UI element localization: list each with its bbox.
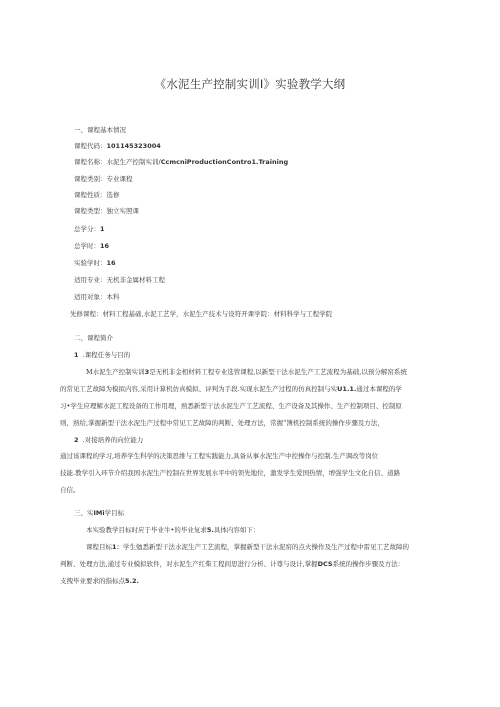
document-title: 《水泥生产控制实训Ⅰ》实验教学大纲 bbox=[154, 77, 346, 91]
para-4-line-2-c: 系统的操作步骤及方法： bbox=[332, 560, 405, 568]
para-2-line-2: 技能.教学引入环节介绍我国水泥生产控制在世界发展水平中的领先地位，激发学生爱国热情，增强学生文化自信、道路 bbox=[60, 469, 401, 477]
section-2-heading: 二、课程简介 bbox=[74, 334, 113, 342]
para-1-line-2-a: 的常见工艺故障为模拟内容,采用计算机仿真模拟、评判为手段.实现水泥生产过程的仿真控制与实 bbox=[60, 385, 338, 393]
course-code bbox=[74, 142, 161, 150]
total-hours-value: 16 bbox=[100, 242, 110, 250]
para-3-line-1-c: 具体内容如下： bbox=[213, 526, 260, 534]
applicable-audience: 适用对象：本科 bbox=[74, 293, 120, 301]
para-1-line-2 bbox=[60, 385, 402, 393]
course-name-en: CcmcniProductionContro1.Training bbox=[160, 158, 289, 166]
course-category: 课程类别：专业课程 bbox=[74, 175, 133, 183]
course-name-label: 课程名称：水泥生产控制实训/ bbox=[74, 158, 161, 166]
total-credits bbox=[74, 225, 105, 233]
para-1-line-1-c: 是无机非金相材料工程专业选管课程,以新型干法水泥生产工艺流程为基础,以预分解窑系统 bbox=[149, 368, 407, 376]
course-type: 课程类型：独立实照课 bbox=[74, 207, 139, 215]
course-nature: 课程性质：选修 bbox=[74, 191, 120, 199]
para-4-line-2 bbox=[60, 560, 404, 568]
section-3-heading-a: 三、实 bbox=[74, 509, 94, 517]
subsection-2-title: .对接培养的向位能力 bbox=[82, 436, 144, 444]
para-1-line-3: 习•学生应理解水泥工程设备的工作用理，熟悉新型干法水泥生产工艺流程、生产设备及其操作、生产控制项目、控制原 bbox=[60, 402, 402, 410]
para-4-line-1 bbox=[86, 543, 409, 551]
para-4-line-3-a: 支拽毕业要求的指标点 bbox=[60, 577, 125, 585]
subsection-1-heading bbox=[74, 351, 130, 359]
section-1-heading: 一、课程基本情况 bbox=[74, 126, 126, 134]
lab-hours bbox=[74, 259, 116, 267]
subsection-2-number: 2 bbox=[74, 436, 79, 444]
course-code-value: 101145323004 bbox=[106, 142, 161, 150]
prerequisites: 先修课程：材料工程基础,水泥工艺学，水泥生产技术与设符开课学院：材料科学与工程学院 bbox=[70, 310, 333, 318]
para-1-line-1-b: 3 bbox=[144, 368, 150, 376]
para-2-line-1: 通过该课程的学习,培养学生科学的决策思维与工程实践能力,具备从事水泥生产中控操作与控制.生产调改等岗位 bbox=[60, 452, 379, 460]
para-4-line-1-a: 课程目标 bbox=[86, 543, 112, 551]
subsection-2-heading bbox=[74, 436, 143, 444]
para-1-line-1-a: M水泥生产控制实训 bbox=[86, 368, 145, 376]
applicable-major: 适用专业：无机非金属材料工程 bbox=[74, 276, 165, 284]
subsection-1-number: 1 bbox=[74, 351, 79, 359]
total-hours-label: 总学时： bbox=[74, 242, 100, 250]
para-1-line-2-c: 通过本课程的学 bbox=[356, 385, 402, 393]
total-hours bbox=[74, 242, 109, 250]
para-1-line-1 bbox=[86, 368, 407, 376]
para-4-line-2-b: DCS bbox=[317, 560, 333, 568]
section-3-heading bbox=[74, 509, 124, 517]
course-name bbox=[74, 158, 288, 166]
para-4-line-2-a: 判断、处理方法,通过专业模拟软件，对水泥生产红柴工程间思进行分析、计尊与设计,掌握 bbox=[60, 560, 318, 568]
subsection-1-title: .课程任务与目的 bbox=[82, 351, 131, 359]
total-credits-label: 总学分： bbox=[74, 225, 100, 233]
para-4-line-3 bbox=[60, 577, 139, 585]
para-4-line-3-b: 5.2. bbox=[125, 577, 139, 585]
para-1-line-2-b: U1.1. bbox=[337, 385, 357, 393]
para-1-line-4: 则，熟给,掌握新型干法水泥生产过程中常见工艺故障的判断、处理方法，常握“簿机控制系统的操作步骤及方法， bbox=[60, 419, 384, 427]
para-3-line-1-a: 本实验教学目标时应于毕业牛•的毕业复求 bbox=[86, 526, 207, 534]
course-code-label: 课程代码： bbox=[74, 142, 107, 150]
lab-hours-label: 实验学时： bbox=[74, 259, 107, 267]
para-4-line-1-b: 1： bbox=[112, 543, 124, 551]
lab-hours-value: 16 bbox=[106, 259, 116, 267]
section-3-heading-c: 学目标 bbox=[104, 509, 125, 517]
para-2-line-3: 自信。 bbox=[60, 486, 80, 494]
total-credits-value: 1 bbox=[100, 225, 105, 233]
para-3-line-1 bbox=[86, 526, 259, 534]
section-3-heading-b: IMi bbox=[93, 509, 105, 517]
para-3-line-1-b: 5. bbox=[206, 526, 214, 534]
para-4-line-1-c: 学生勉悉新型干法水泥生产工艺流程，掌握新型干法水泥窑的点火操作及生产过程中雷见工艺故障的 bbox=[123, 543, 410, 551]
